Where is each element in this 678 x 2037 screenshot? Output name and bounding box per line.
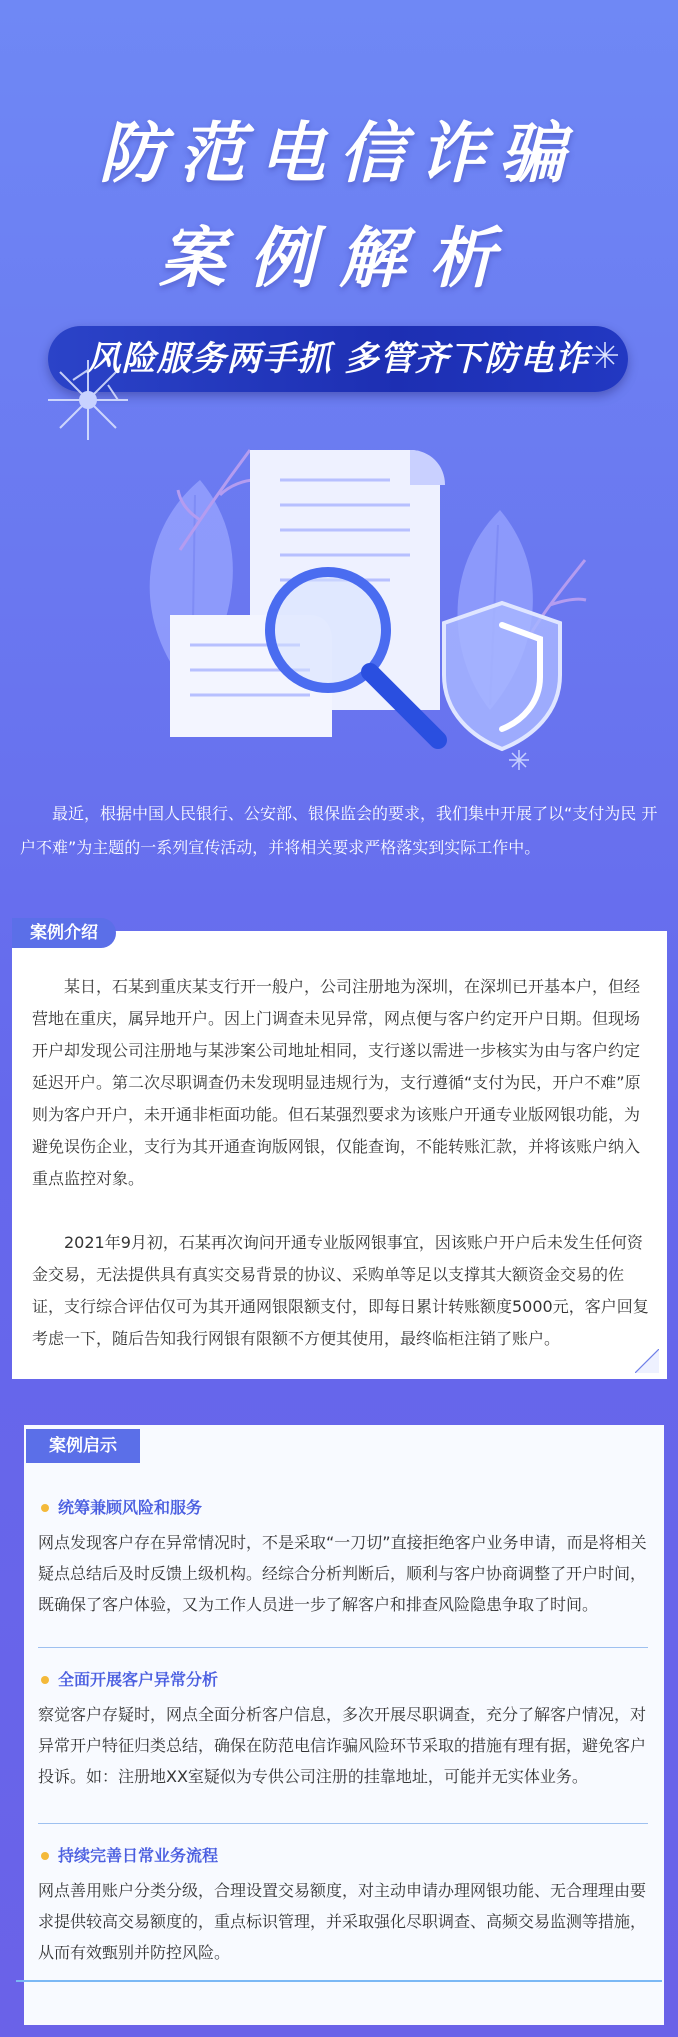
case-tag: 案例介绍 xyxy=(12,918,116,948)
bullet-dot-icon xyxy=(41,1504,49,1512)
lesson-text-2: 察觉客户存疑时，网点全面分析客户信息，多次开展尽职调查，充分了解客户情况，对异常开户特征归类总结，确保在防范电信诈骗风险环节采取的措施有理有据，避免客户投诉。如：注册地XX室疑似为专供公司注册的挂靠地址，可能并无实体业务。 xyxy=(38,1705,647,1786)
lesson-section-2 xyxy=(38,1665,648,1792)
bullet-dot-icon xyxy=(41,1852,49,1860)
tiny-sparkle-icon xyxy=(507,748,531,772)
page-title-line2: 案例解析 xyxy=(159,220,519,297)
sparkle-icon xyxy=(38,350,138,450)
small-sparkle-icon xyxy=(590,340,620,370)
lesson-text-1: 网点发现客户存在异常情况时，不是采取“一刀切”直接拒绝客户业务申请，而是将相关疑点总结后及时反馈上级机构。经综合分析判断后，顺利与客户协商调整了开户时间，既确保了客户体验，又为工作人员进一步了解客户和排查风险隐患争取了时间。 xyxy=(38,1533,647,1614)
intro-paragraph xyxy=(20,797,660,865)
divider xyxy=(38,1647,648,1648)
lesson-title-1: 统筹兼顾风险和服务 xyxy=(38,1493,648,1523)
intro-text: 最近，根据中国人民银行、公安部、银保监会的要求，我们集中开展了以“支付为民 开户不难”为主题的一系列宣传活动，并将相关要求严格落实到实际工作中。 xyxy=(20,804,658,857)
bottom-divider xyxy=(16,1980,662,1982)
case-paragraph-1: 某日，石某到重庆某支行开一般户，公司注册地为深圳，在深圳已开基本户，但经营地在重庆，属异地开户。因上门调查未见异常，网点便与客户约定开户日期。但现场开户却发现公司注册地与某涉案公司地址相同，支行遂以需进一步核实为由与客户约定延迟开户。第二次尽职调查仍未发现明显违规行为，支行遵循“支付为民，开户不难”原则为客户开户，未开通非柜面功能。但石某强烈要求为该账户开通专业版网银功能，为避免误伤企业，支行为其开通查询版网银，仅能查询，不能转账汇款，并将该账户纳入重点监控对象。 xyxy=(32,977,641,1188)
shield-icon xyxy=(432,595,572,755)
lesson-section-1 xyxy=(38,1493,648,1620)
bullet-dot-icon xyxy=(41,1676,49,1684)
lessons-tag: 案例启示 xyxy=(26,1429,140,1463)
divider xyxy=(38,1823,648,1824)
header xyxy=(0,0,678,790)
lesson-title-3: 持续完善日常业务流程 xyxy=(38,1841,648,1871)
corner-fold-icon xyxy=(635,1349,659,1373)
case-body xyxy=(32,971,652,1355)
lesson-text-3: 网点善用账户分类分级，合理设置交易额度，对主动申请办理网银功能、无合理理由要求提供较高交易额度的，重点标识管理，并采取强化尽职调查、高频交易监测等措施，从而有效甄别并防控风险。 xyxy=(38,1881,647,1962)
magnifier-icon xyxy=(258,560,458,760)
page-title-line1: 防范电信诈骗 xyxy=(99,115,579,192)
lessons-card xyxy=(24,1425,664,2025)
lesson-title-2: 全面开展客户异常分析 xyxy=(38,1665,648,1695)
case-card xyxy=(12,923,667,1379)
lesson-section-3 xyxy=(38,1841,648,1968)
subtitle-text: 风险服务两手抓 多管齐下防电诈 xyxy=(86,339,590,379)
case-paragraph-2: 2021年9月初，石某再次询问开通专业版网银事宜，因该账户开户后未发生任何资金交易，无法提供具有真实交易背景的协议、采购单等足以支撑其大额资金交易的佐证，支行综合评估仅可为其开通网银限额支付，即每日累计转账额度5000元，客户回复考虑一下，随后告知我行网银有限额不方便其使用，最终临柜注销了账户。 xyxy=(32,1233,649,1348)
